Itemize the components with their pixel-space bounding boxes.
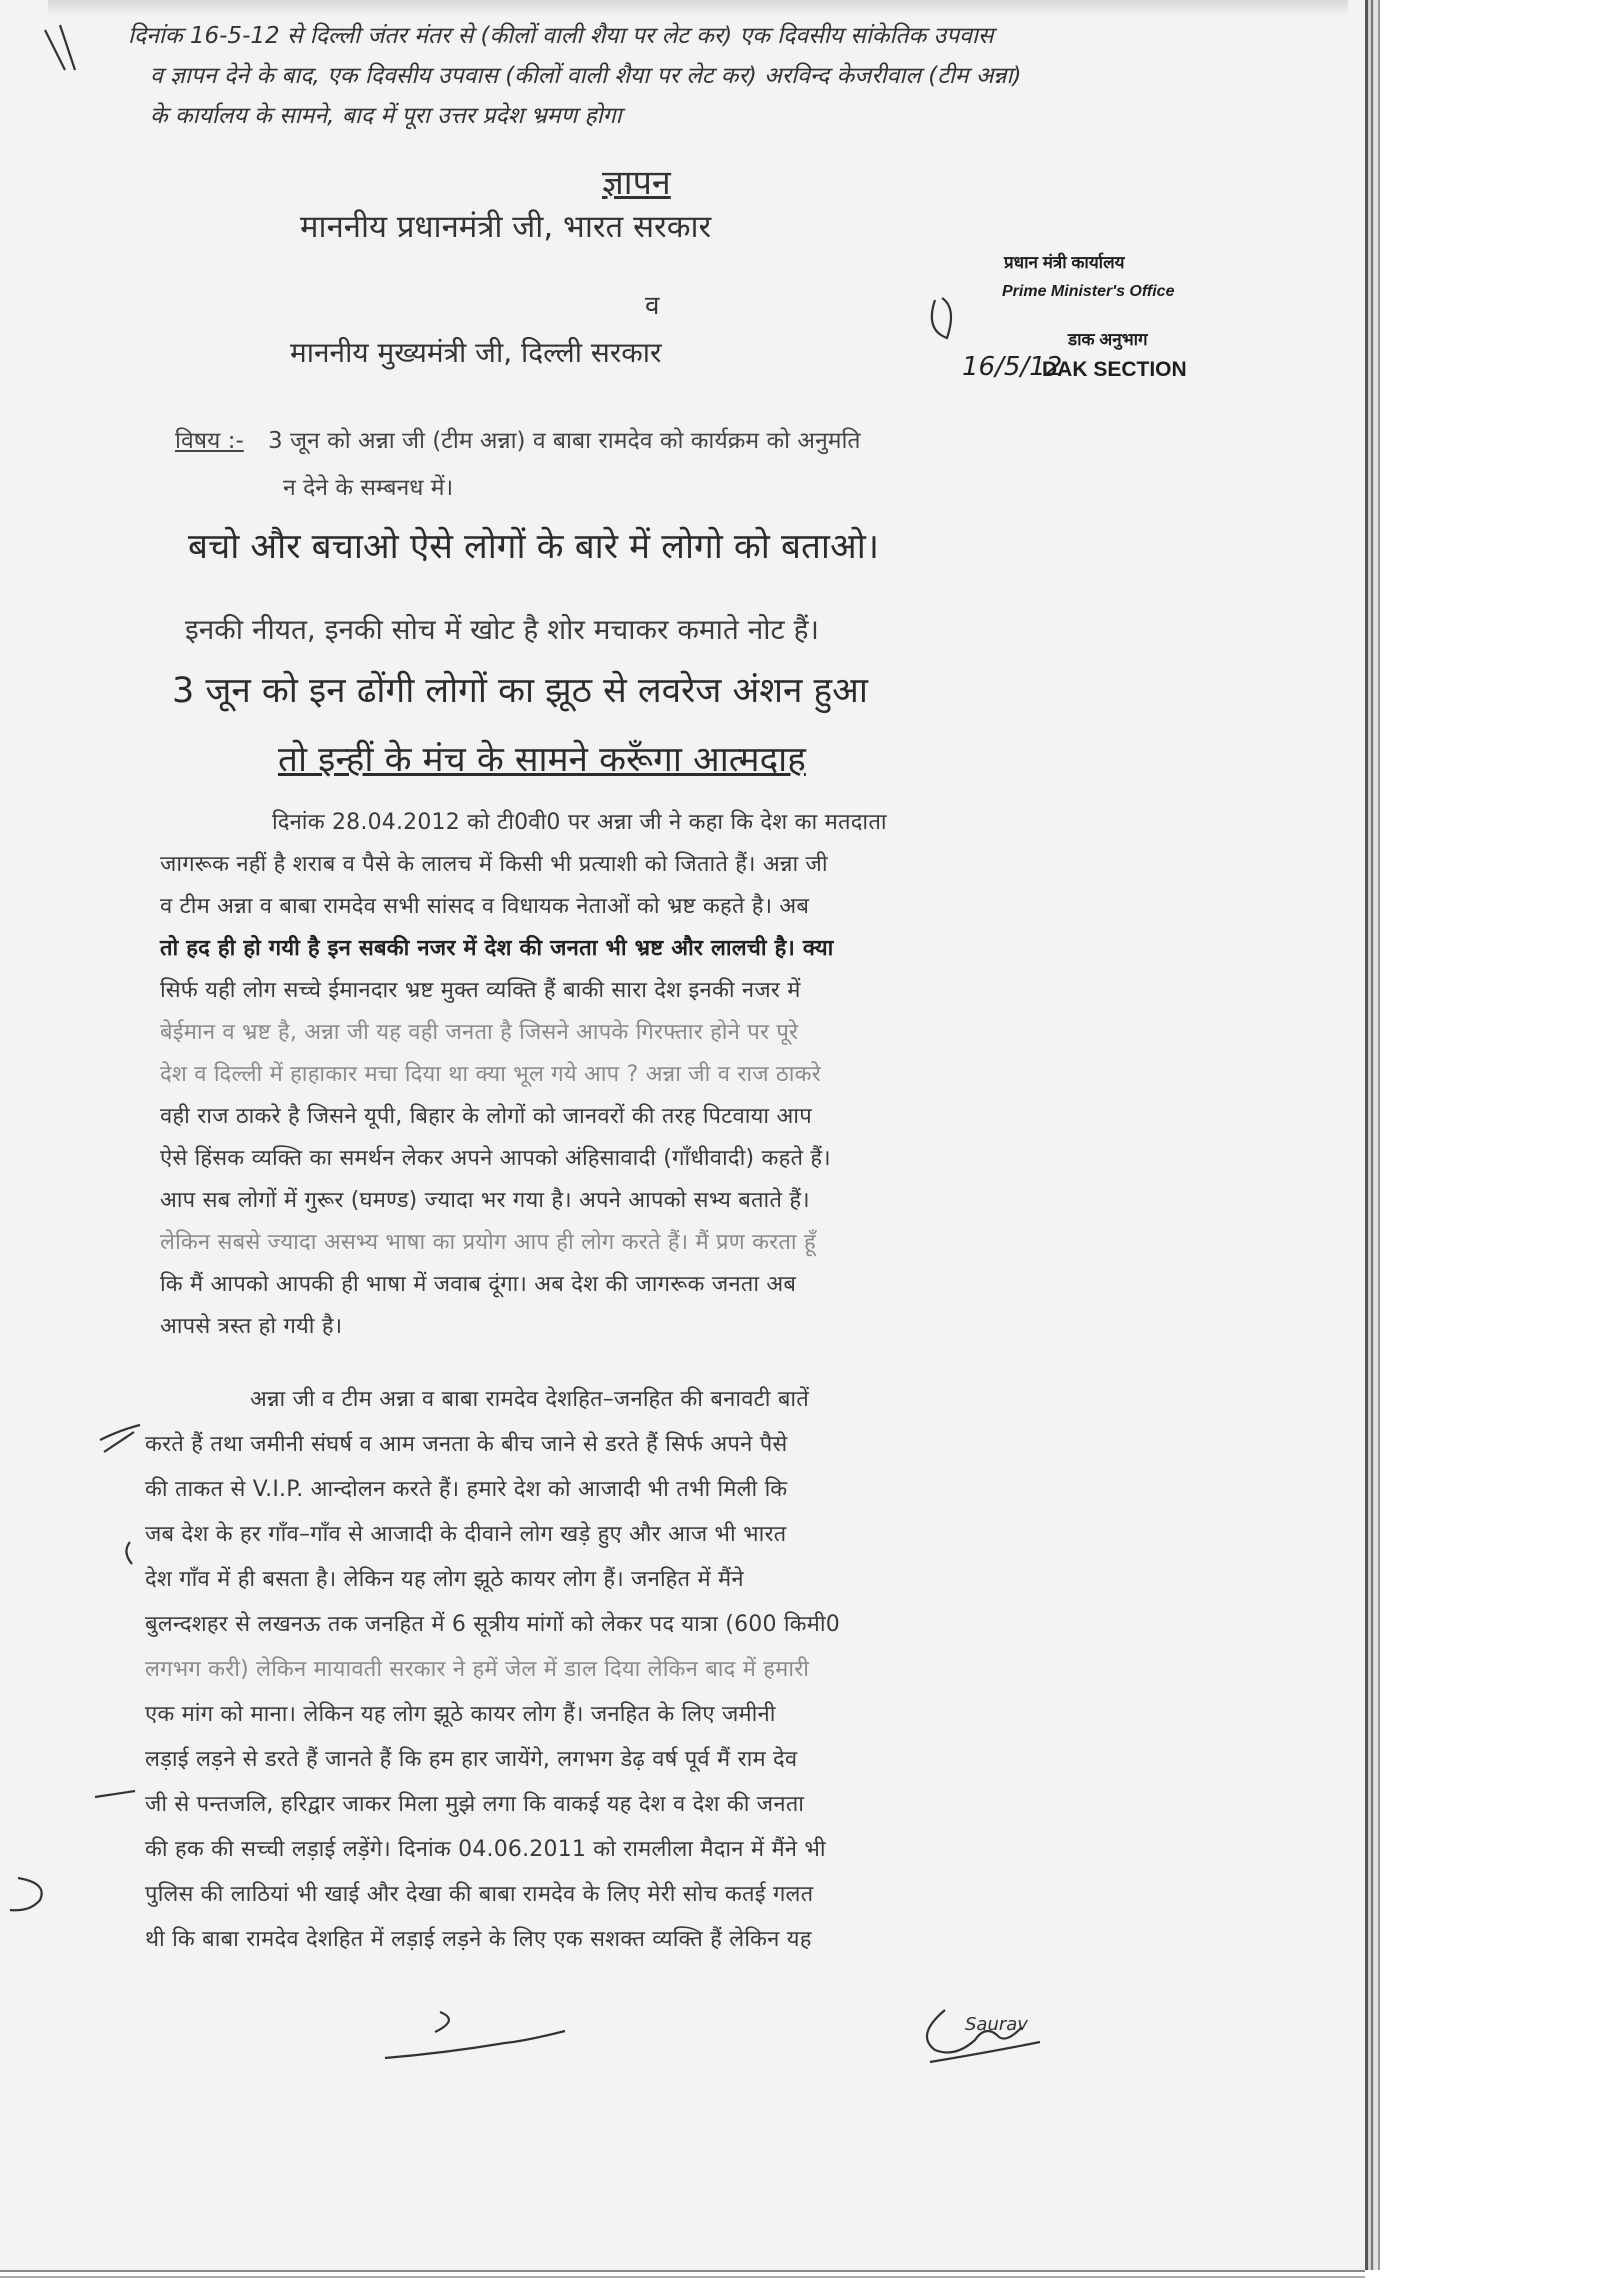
slogan-2: इनकी नीयत, इनकी सोच में खोट है शोर मचाकर कमाते नोट हैं। bbox=[185, 613, 820, 646]
para1-line-1: दिनांक 28.04.2012 को टी0वी0 पर अन्ना जी ने कहा कि देश का मतदाता bbox=[272, 810, 887, 835]
paper-stack-bottom bbox=[0, 2270, 1365, 2272]
stamp-english-section: DAK SECTION bbox=[1042, 358, 1187, 381]
para1-line-10: आप सब लोगों में गुरूर (घमण्ड) ज्यादा भर गया है। अपने आपको सभ्य बताते हैं। bbox=[160, 1188, 810, 1213]
header-note-line-2: व ज्ञापन देने के बाद, एक दिवसीय उपवास (कीलों वाली शैया पर लेट कर) अरविन्द केजरीवाल (टीम अन्ना) bbox=[150, 63, 1022, 89]
para1-line-12: कि मैं आपको आपकी ही भाषा में जवाब दूंगा। अब देश की जागरूक जनता अब bbox=[160, 1272, 797, 1297]
para1-line-2: जागरूक नहीं है शराब व पैसे के लालच में किसी भी प्रत्याशी को जिताते हैं। अन्ना जी bbox=[160, 852, 828, 877]
para2-line-13: थी कि बाबा रामदेव देशहित में लड़ाई लड़ने के लिए एक सशक्त व्यक्ति हैं लेकिन यह bbox=[145, 1927, 812, 1952]
para2-line-4: जब देश के हर गाँव–गाँव से आजादी के दीवाने लोग खड़े हुए और आज भी भारत bbox=[145, 1522, 787, 1547]
subject-line-1: 3 जून को अन्ना जी (टीम अन्ना) व बाबा रामदेव को कार्यक्रम को अनुमति bbox=[268, 428, 861, 454]
para2-line-8: एक मांग को माना। लेकिन यह लोग झूठे कायर लोग हैं। जनहित के लिए जमीनी bbox=[145, 1702, 776, 1727]
para2-line-5: देश गाँव में ही बसता है। लेकिन यह लोग झूठे कायर लोग हैं। जनहित में मैंने bbox=[145, 1567, 744, 1592]
para1-line-5: सिर्फ यही लोग सच्चे ईमानदार भ्रष्ट मुक्त व्यक्ति हैं बाकी सारा देश इनकी नजर में bbox=[160, 978, 801, 1003]
para2-line-11: की हक की सच्ची लड़ाई लड़ेंगे। दिनांक 04.06.2011 को रामलीला मैदान में मैंने भी bbox=[145, 1837, 826, 1862]
para1-line-6: बेईमान व भ्रष्ट है, अन्ना जी यह वही जनता है जिसने आपके गिरफ्तार होने पर पूरे bbox=[160, 1020, 799, 1045]
para2-line-2: करते हैं तथा जमीनी संघर्ष व आम जनता के बीच जाने से डरते हैं सिर्फ अपने पैसे bbox=[145, 1432, 788, 1457]
document-title: ज्ञापन bbox=[602, 163, 671, 203]
addressee-line-2: माननीय मुख्यमंत्री जी, दिल्ली सरकार bbox=[290, 336, 662, 369]
slogan-3: 3 जून को इन ढोंगी लोगों का झूठ से लवरेज अंशन हुआ bbox=[172, 671, 868, 711]
para2-line-7: लगभग करी) लेकिन मायावती सरकार ने हमें जेल में डाल दिया लेकिन बाद में हमारी bbox=[145, 1657, 810, 1682]
para2-line-1: अन्ना जी व टीम अन्ना व बाबा रामदेव देशहित–जनहित की बनावटी बातें bbox=[250, 1387, 810, 1412]
para2-line-9: लड़ाई लड़ने से डरते हैं जानते हैं कि हम हार जायेंगे, लगभग डेढ़ वर्ष पूर्व मैं राम देव bbox=[145, 1747, 798, 1772]
stamp-hindi-section: डाक अनुभाग bbox=[1068, 330, 1148, 349]
stamp-english-office: Prime Minister's Office bbox=[1002, 283, 1175, 300]
paper-stack-edge bbox=[1378, 0, 1380, 2270]
para2-line-6: बुलन्दशहर से लखनऊ तक जनहित में 6 सूत्रीय मांगों को लेकर पद यात्रा (600 किमी0 bbox=[145, 1612, 840, 1637]
stamp-date: 16/5/12 bbox=[962, 352, 1063, 382]
signature-text: Saurav bbox=[965, 2014, 1028, 2035]
slogan-1: बचो और बचाओ ऐसे लोगों के बारे में लोगो को बताओ। bbox=[188, 527, 880, 567]
paper-stack-bottom bbox=[0, 2276, 1365, 2278]
para2-line-12: पुलिस की लाठियां भी खाई और देखा की बाबा रामदेव के लिए मेरी सोच कतई गलत bbox=[145, 1882, 814, 1907]
para1-line-13: आपसे त्रस्त हो गयी है। bbox=[160, 1314, 343, 1339]
para1-line-4: तो हद ही हो गयी है इन सबकी नजर में देश की जनता भी भ्रष्ट और लालची है। क्या bbox=[160, 936, 834, 961]
subject-line-2: न देने के सम्बनध में। bbox=[283, 475, 454, 501]
subject-label: विषय :- bbox=[175, 428, 244, 454]
addressee-conjunction: व bbox=[645, 291, 660, 321]
stamp-hindi-office: प्रधान मंत्री कार्यालय bbox=[1004, 253, 1125, 272]
para1-line-7: देश व दिल्ली में हाहाकार मचा दिया था क्या भूल गये आप ? अन्ना जी व राज ठाकरे bbox=[160, 1062, 821, 1087]
paper-stack-edge bbox=[1371, 0, 1373, 2270]
addressee-line-1: माननीय प्रधानमंत्री जी, भारत सरकार bbox=[300, 209, 712, 245]
para1-line-9: ऐसे हिंसक व्यक्ति का समर्थन लेकर अपने आपको अंहिसावादी (गाँधीवादी) कहते हैं। bbox=[160, 1146, 831, 1171]
scan-top-shadow bbox=[48, 0, 1348, 16]
para2-line-10: जी से पन्तजलि, हरिद्वार जाकर मिला मुझे लगा कि वाकई यह देश व देश की जनता bbox=[145, 1792, 805, 1817]
para1-line-8: वही राज ठाकरे है जिसने यूपी, बिहार के लोगों को जानवरों की तरह पिटवाया आप bbox=[160, 1104, 812, 1129]
para1-line-3: व टीम अन्ना व बाबा रामदेव सभी सांसद व विधायक नेताओं को भ्रष्ट कहते है। अब bbox=[160, 894, 810, 919]
slogan-4: तो इन्हीं के मंच के सामने करूँगा आत्मदाह bbox=[278, 740, 806, 780]
para1-line-11: लेकिन सबसे ज्यादा असभ्य भाषा का प्रयोग आप ही लोग करते हैं। मैं प्रण करता हूँ bbox=[160, 1230, 816, 1255]
para2-line-3: की ताकत से V.I.P. आन्दोलन करते हैं। हमारे देश को आजादी भी तभी मिली कि bbox=[145, 1477, 788, 1502]
header-note-line-3: के कार्यालय के सामने, बाद में पूरा उत्तर प्रदेश भ्रमण होगा bbox=[150, 103, 622, 129]
header-note-line-1: दिनांक 16-5-12 से दिल्ली जंतर मंतर से (कीलों वाली शैया पर लेट कर) एक दिवसीय सांकेतिक उपवास bbox=[128, 23, 994, 49]
